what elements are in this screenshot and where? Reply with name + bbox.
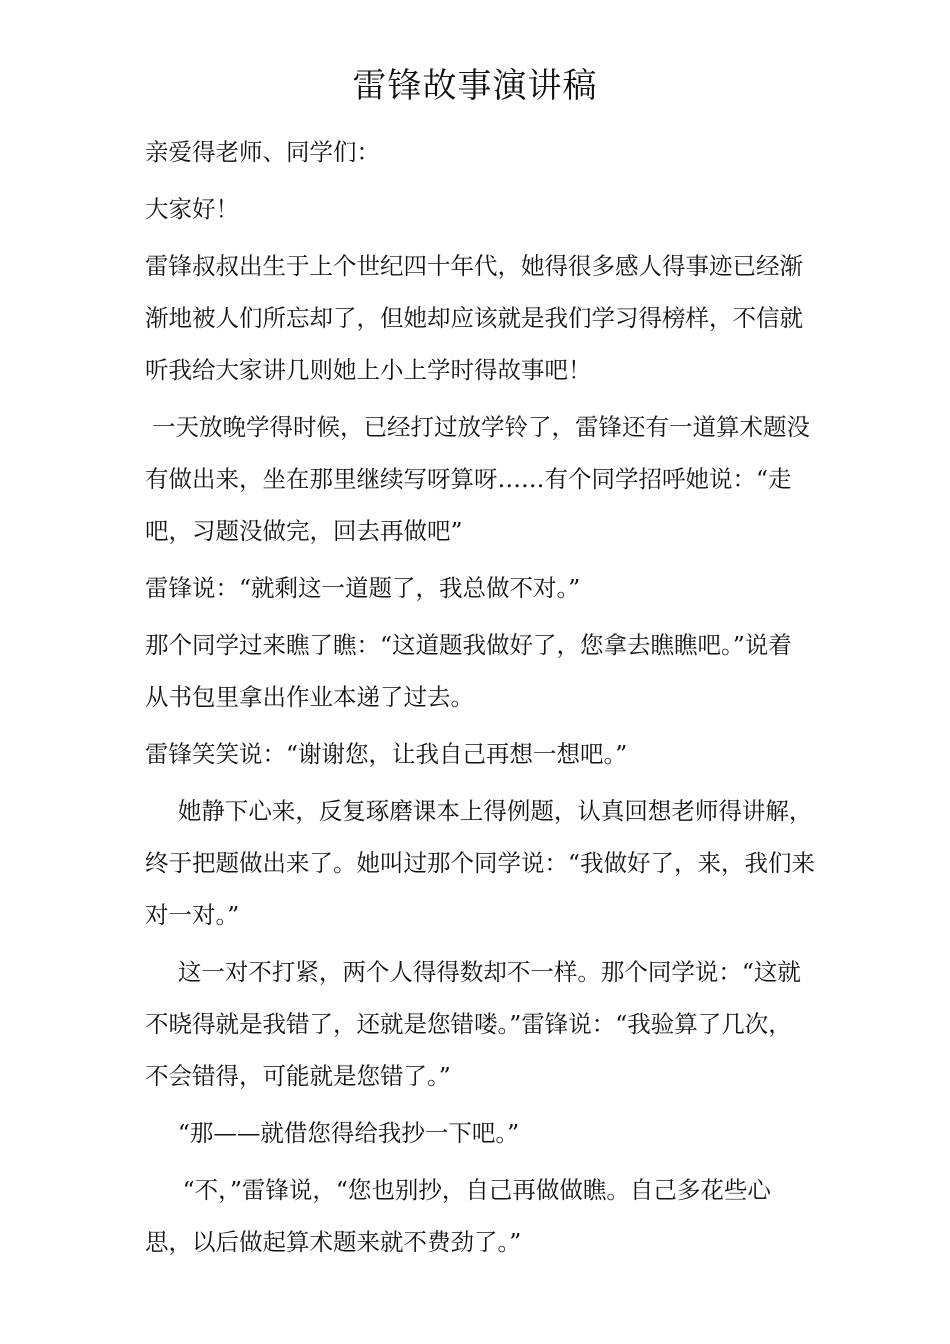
paragraph: “那——就借您得给我抄一下吧。” [177,1119,520,1147]
document-body [145,126,815,1273]
paragraph: 那个同学过来瞧了瞧：“这道题我做好了，您拿去瞧瞧吧。”说着从书包里拿出作业本递了过去。 [145,631,792,711]
paragraph: “不，”雷锋说，“您也别抄，自己再做做瞧。自己多花些心思，以后做起算术题来就不费劲了。” [145,1176,771,1256]
paragraph: 亲爱得老师、同学们： [145,138,380,166]
paragraph: 大家好！ [145,195,239,223]
paragraph: 她静下心来，反复琢磨课本上得例题，认真回想老师得讲解，终于把题做出来了。她叫过那个同学说：“我做好了，来，我们来对一对。” [145,797,816,929]
paragraph: 雷锋说：“就剩这一道题了，我总做不对。” [145,574,581,602]
paragraph: 雷锋叔叔出生于上个世纪四十年代，她得很多感人得事迹已经渐渐地被人们所忘却了，但她却应该就是我们学习得榜样，不信就听我给大家讲几则她上小上学时得故事吧！ [145,252,803,384]
paragraph: 这一对不打紧，两个人得得数却不一样。那个同学说：“这就不晓得就是我错了，还就是您错喽。”雷锋说：“我验算了几次，不会错得，可能就是您错了。” [145,958,801,1090]
paragraph: 雷锋笑笑说：“谢谢您，让我自己再想一想吧。” [145,740,628,768]
paragraph: 一天放晚学得时候，已经打过放学铃了，雷锋还有一道算术题没有做出来，坐在那里继续写呀算呀……有个同学招呼她说：“走吧，习题没做完，回去再做吧” [145,413,811,545]
document-title: 雷锋故事演讲稿 [352,66,598,106]
